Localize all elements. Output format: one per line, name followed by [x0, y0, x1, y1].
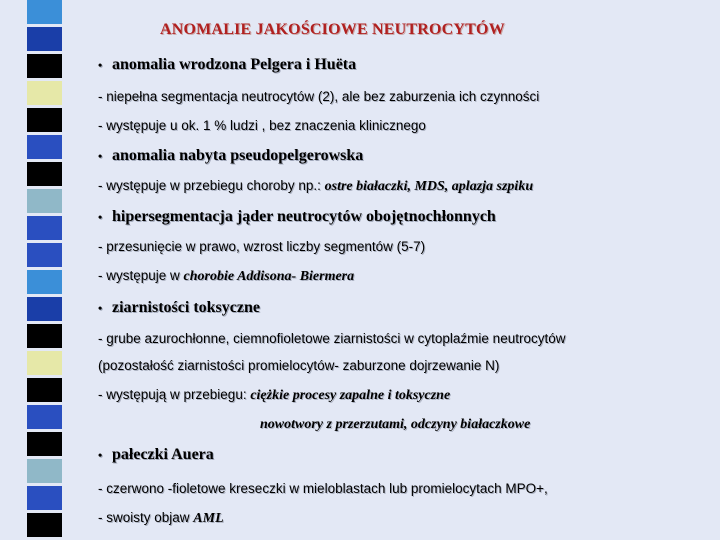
- section-heading: anomalia nabyta pseudopelgerowska: [112, 147, 364, 164]
- stripe-block: [27, 135, 62, 159]
- text-fragment: - występuje w przebiegu choroby np.:: [98, 178, 325, 193]
- text-line: [260, 416, 530, 433]
- text-line: - grube azurochłonne, ciemnofioletowe ziarnistości w cytoplaźmie neutrocytów: [98, 331, 566, 346]
- emphasis-text: AML: [193, 511, 224, 526]
- slide: [90, 0, 720, 540]
- bullet-icon: •: [98, 210, 103, 224]
- stripe-block: [27, 432, 62, 456]
- stripe-block: [27, 351, 62, 375]
- bullet-icon: •: [98, 58, 103, 72]
- section-heading: anomalia wrodzona Pelgera i Huëta: [112, 56, 357, 73]
- section-pseudopelger: [98, 147, 363, 165]
- text-line: [98, 510, 224, 527]
- stripe-block: [27, 405, 62, 429]
- page-title: ANOMALIE JAKOŚCIOWE NEUTROCYTÓW: [160, 21, 505, 38]
- bullet-icon: •: [98, 149, 103, 163]
- text-line: - przesunięcie w prawo, wzrost liczby segmentów (5-7): [98, 239, 426, 254]
- section-toxic-granulation: [98, 299, 260, 317]
- stripe-block: [27, 513, 62, 537]
- stripe-block: [27, 108, 62, 132]
- stripe-block: [27, 324, 62, 348]
- text-line: (pozostałość ziarnistości promielocytów- zaburzone dojrzewanie N): [98, 358, 500, 373]
- decorative-stripe: [0, 0, 70, 540]
- stripe-block: [27, 459, 62, 483]
- stripe-block: [27, 189, 62, 213]
- text-line: - niepełna segmentacja neutrocytów (2), ale bez zaburzenia ich czynności: [98, 89, 540, 104]
- stripe-block: [27, 162, 62, 186]
- text-fragment: - występują w przebiegu:: [98, 387, 251, 402]
- stripe-block: [27, 486, 62, 510]
- stripe-block: [27, 81, 62, 105]
- stripe-block: [27, 27, 62, 51]
- text-fragment: - swoisty objaw: [98, 510, 194, 525]
- section-heading: ziarnistości toksyczne: [112, 299, 260, 316]
- section-pelger: [98, 56, 356, 74]
- text-line: - czerwono -fioletowe kreseczki w mieloblastach lub promielocytach MPO+,: [98, 481, 548, 496]
- stripe-block: [27, 270, 62, 294]
- stripe-block: [27, 243, 62, 267]
- bullet-icon: •: [98, 301, 103, 315]
- emphasis-text: nowotwory z przerzutami, odczyny białaczkowe: [260, 417, 531, 432]
- text-line: - występuje u ok. 1 % ludzi , bez znaczenia klinicznego: [98, 118, 426, 133]
- stripe-block: [27, 216, 62, 240]
- section-auer-rods: [98, 446, 214, 464]
- stripe-block: [27, 54, 62, 78]
- bullet-icon: •: [98, 448, 103, 462]
- section-hypersegmentation: [98, 208, 496, 226]
- stripe-block: [27, 0, 62, 24]
- text-line: [98, 178, 533, 195]
- text-line: [98, 387, 450, 404]
- text-line: [98, 268, 354, 285]
- emphasis-text: ostre białaczki, MDS, aplazja szpiku: [324, 179, 534, 194]
- stripe-block: [27, 378, 62, 402]
- section-heading: pałeczki Auera: [112, 446, 214, 463]
- emphasis-text: chorobie Addisona- Biermera: [183, 269, 355, 284]
- stripe-block: [27, 297, 62, 321]
- text-fragment: - występuje w: [98, 268, 184, 283]
- emphasis-text: ciężkie procesy zapalne i toksyczne: [250, 388, 451, 403]
- section-heading: hipersegmentacja jąder neutrocytów obojętnochłonnych: [112, 208, 496, 225]
